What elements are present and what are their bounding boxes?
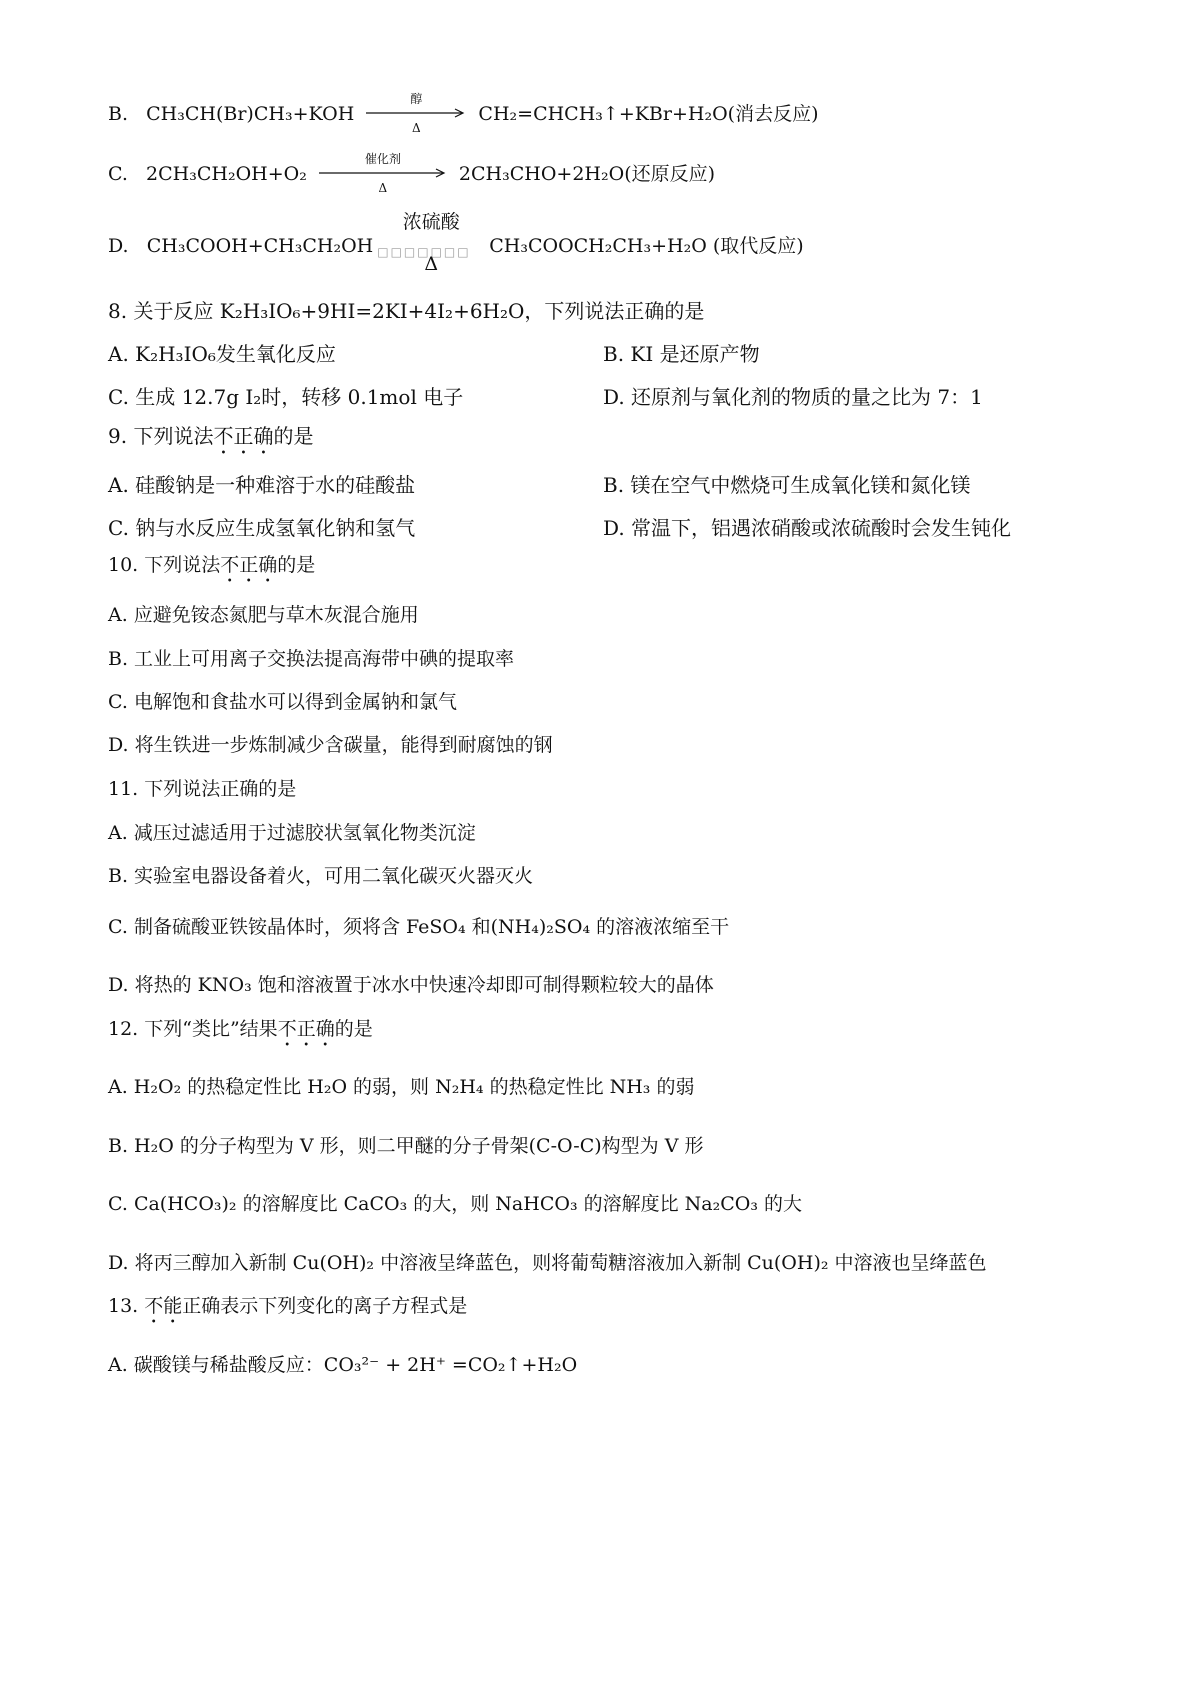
- q10-option-d: D. 将生铁进一步炼制减少含碳量，能得到耐腐蚀的钢: [108, 734, 553, 756]
- q7-c-type: (还原反应): [624, 163, 716, 185]
- q7-option-c: [108, 152, 716, 195]
- q11-option-b: B. 实验室电器设备着火，可用二氧化碳灭火器灭火: [108, 865, 534, 887]
- q10-stem-tail: 的是: [277, 554, 316, 576]
- q10-option-c: C. 电解饱和食盐水可以得到金属钠和氯气: [108, 691, 457, 713]
- reaction-arrow: [366, 92, 466, 135]
- q8-option-b: B. KI 是还原产物: [603, 342, 760, 366]
- q9-stem: [108, 424, 313, 459]
- q7-b-lhs: CH₃CH(Br)CH₃+KOH: [146, 103, 355, 125]
- q9-option-c: C. 钠与水反应生成氢氧化钠和氢气: [108, 516, 416, 540]
- q12-option-c: C. Ca(HCO₃)₂ 的溶解度比 CaCO₃ 的大，则 NaHCO₃ 的溶解度比 Na₂CO₃ 的大: [108, 1193, 802, 1215]
- q7-b-label: B.: [108, 103, 129, 125]
- reversible-arrow: [377, 211, 485, 275]
- arrow-condition-top: 浓硫酸: [402, 211, 460, 233]
- q7-d-lhs: CH₃COOH+CH₃CH₂OH: [146, 235, 374, 257]
- q7-c-label: C.: [108, 163, 128, 185]
- placeholder-boxes: □□□□□□□: [377, 245, 471, 259]
- q7-d-type: (取代反应): [712, 235, 804, 257]
- q8-option-c: C. 生成 12.7g I₂时，转移 0.1mol 电子: [108, 385, 464, 409]
- right-arrow-icon: [366, 107, 466, 119]
- q10-stem: [108, 553, 315, 587]
- q9-option-b: B. 镁在空气中燃烧可生成氧化镁和氮化镁: [603, 473, 971, 497]
- q9-emphasis: 不正确: [213, 424, 274, 448]
- q7-c-rhs: 2CH₃CHO+2H₂O: [458, 163, 625, 185]
- q12-option-d: D. 将丙三醇加入新制 Cu(OH)₂ 中溶液呈绛蓝色，则将葡萄糖溶液加入新制 Cu(OH)₂ 中溶液也呈绛蓝色: [108, 1252, 987, 1274]
- q11-option-a: A. 减压过滤适用于过滤胶状氢氧化物类沉淀: [108, 822, 476, 844]
- q11-option-c: C. 制备硫酸亚铁铵晶体时，须将含 FeSO₄ 和(NH₄)₂SO₄ 的溶液浓缩至干: [108, 916, 730, 938]
- q9-stem-tail: 的是: [273, 424, 314, 448]
- q12-stem-head: 12. 下列“类比”结果: [108, 1018, 278, 1040]
- q7-option-b: [108, 92, 819, 135]
- q11-option-d: D. 将热的 KNO₃ 饱和溶液置于冰水中快速冷却即可制得颗粒较大的晶体: [108, 974, 714, 996]
- q12-option-b: B. H₂O 的分子构型为 V 形，则二甲醚的分子骨架(C-O-C)构型为 V 形: [108, 1135, 704, 1157]
- q10-option-a: A. 应避免铵态氮肥与草木灰混合施用: [108, 604, 419, 626]
- right-arrow-icon: [319, 167, 447, 179]
- arrow-condition-top: 催化剂: [364, 152, 401, 166]
- q7-d-rhs: CH₃COOCH₂CH₃+H₂O: [489, 235, 707, 257]
- q8-option-a: A. K₂H₃IO₆发生氧化反应: [108, 342, 336, 366]
- reaction-arrow: [319, 152, 447, 195]
- q9-stem-head: 9. 下列说法: [108, 424, 214, 448]
- q10-option-b: B. 工业上可用离子交换法提高海带中碘的提取率: [108, 648, 515, 670]
- arrow-condition-top: 醇: [410, 92, 423, 106]
- q7-option-d: [108, 211, 804, 275]
- q9-option-d: D. 常温下，铝遇浓硝酸或浓硫酸时会发生钝化: [603, 516, 1012, 540]
- q13-stem-tail: 正确表示下列变化的离子方程式是: [182, 1295, 468, 1317]
- arrow-condition-bottom: Δ: [412, 121, 421, 135]
- q13-emphasis: 不能: [144, 1295, 183, 1317]
- arrow-condition-bottom: Δ: [378, 181, 388, 195]
- q7-b-type: (消去反应): [727, 103, 819, 125]
- q12-stem: [108, 1017, 373, 1051]
- q11-stem: 11. 下列说法正确的是: [108, 778, 297, 800]
- q12-emphasis: 不正确: [277, 1018, 335, 1040]
- q13-option-a: A. 碳酸镁与稀盐酸反应：CO₃²⁻ + 2H⁺ =CO₂↑+H₂O: [108, 1354, 578, 1376]
- q12-stem-tail: 的是: [334, 1018, 373, 1040]
- q7-d-label: D.: [108, 235, 129, 257]
- q8-stem: 8. 关于反应 K₂H₃IO₆+9HI=2KI+4I₂+6H₂O，下列说法正确的是: [108, 299, 705, 323]
- q7-b-rhs: CH₂=CHCH₃↑+KBr+H₂O: [478, 103, 728, 125]
- q13-stem-head: 13.: [108, 1295, 145, 1317]
- q9-option-a: A. 硅酸钠是一种难溶于水的硅酸盐: [108, 473, 416, 497]
- q10-stem-head: 10. 下列说法: [108, 554, 221, 576]
- q8-option-d: D. 还原剂与氧化剂的物质的量之比为 7：1: [603, 385, 983, 409]
- q7-c-lhs: 2CH₃CH₂OH+O₂: [146, 163, 307, 185]
- arrow-condition-bottom: Δ: [424, 253, 439, 275]
- q12-option-a: A. H₂O₂ 的热稳定性比 H₂O 的弱，则 N₂H₄ 的热稳定性比 NH₃ 的弱: [108, 1076, 695, 1098]
- q13-stem: [108, 1294, 467, 1328]
- q10-emphasis: 不正确: [220, 554, 278, 576]
